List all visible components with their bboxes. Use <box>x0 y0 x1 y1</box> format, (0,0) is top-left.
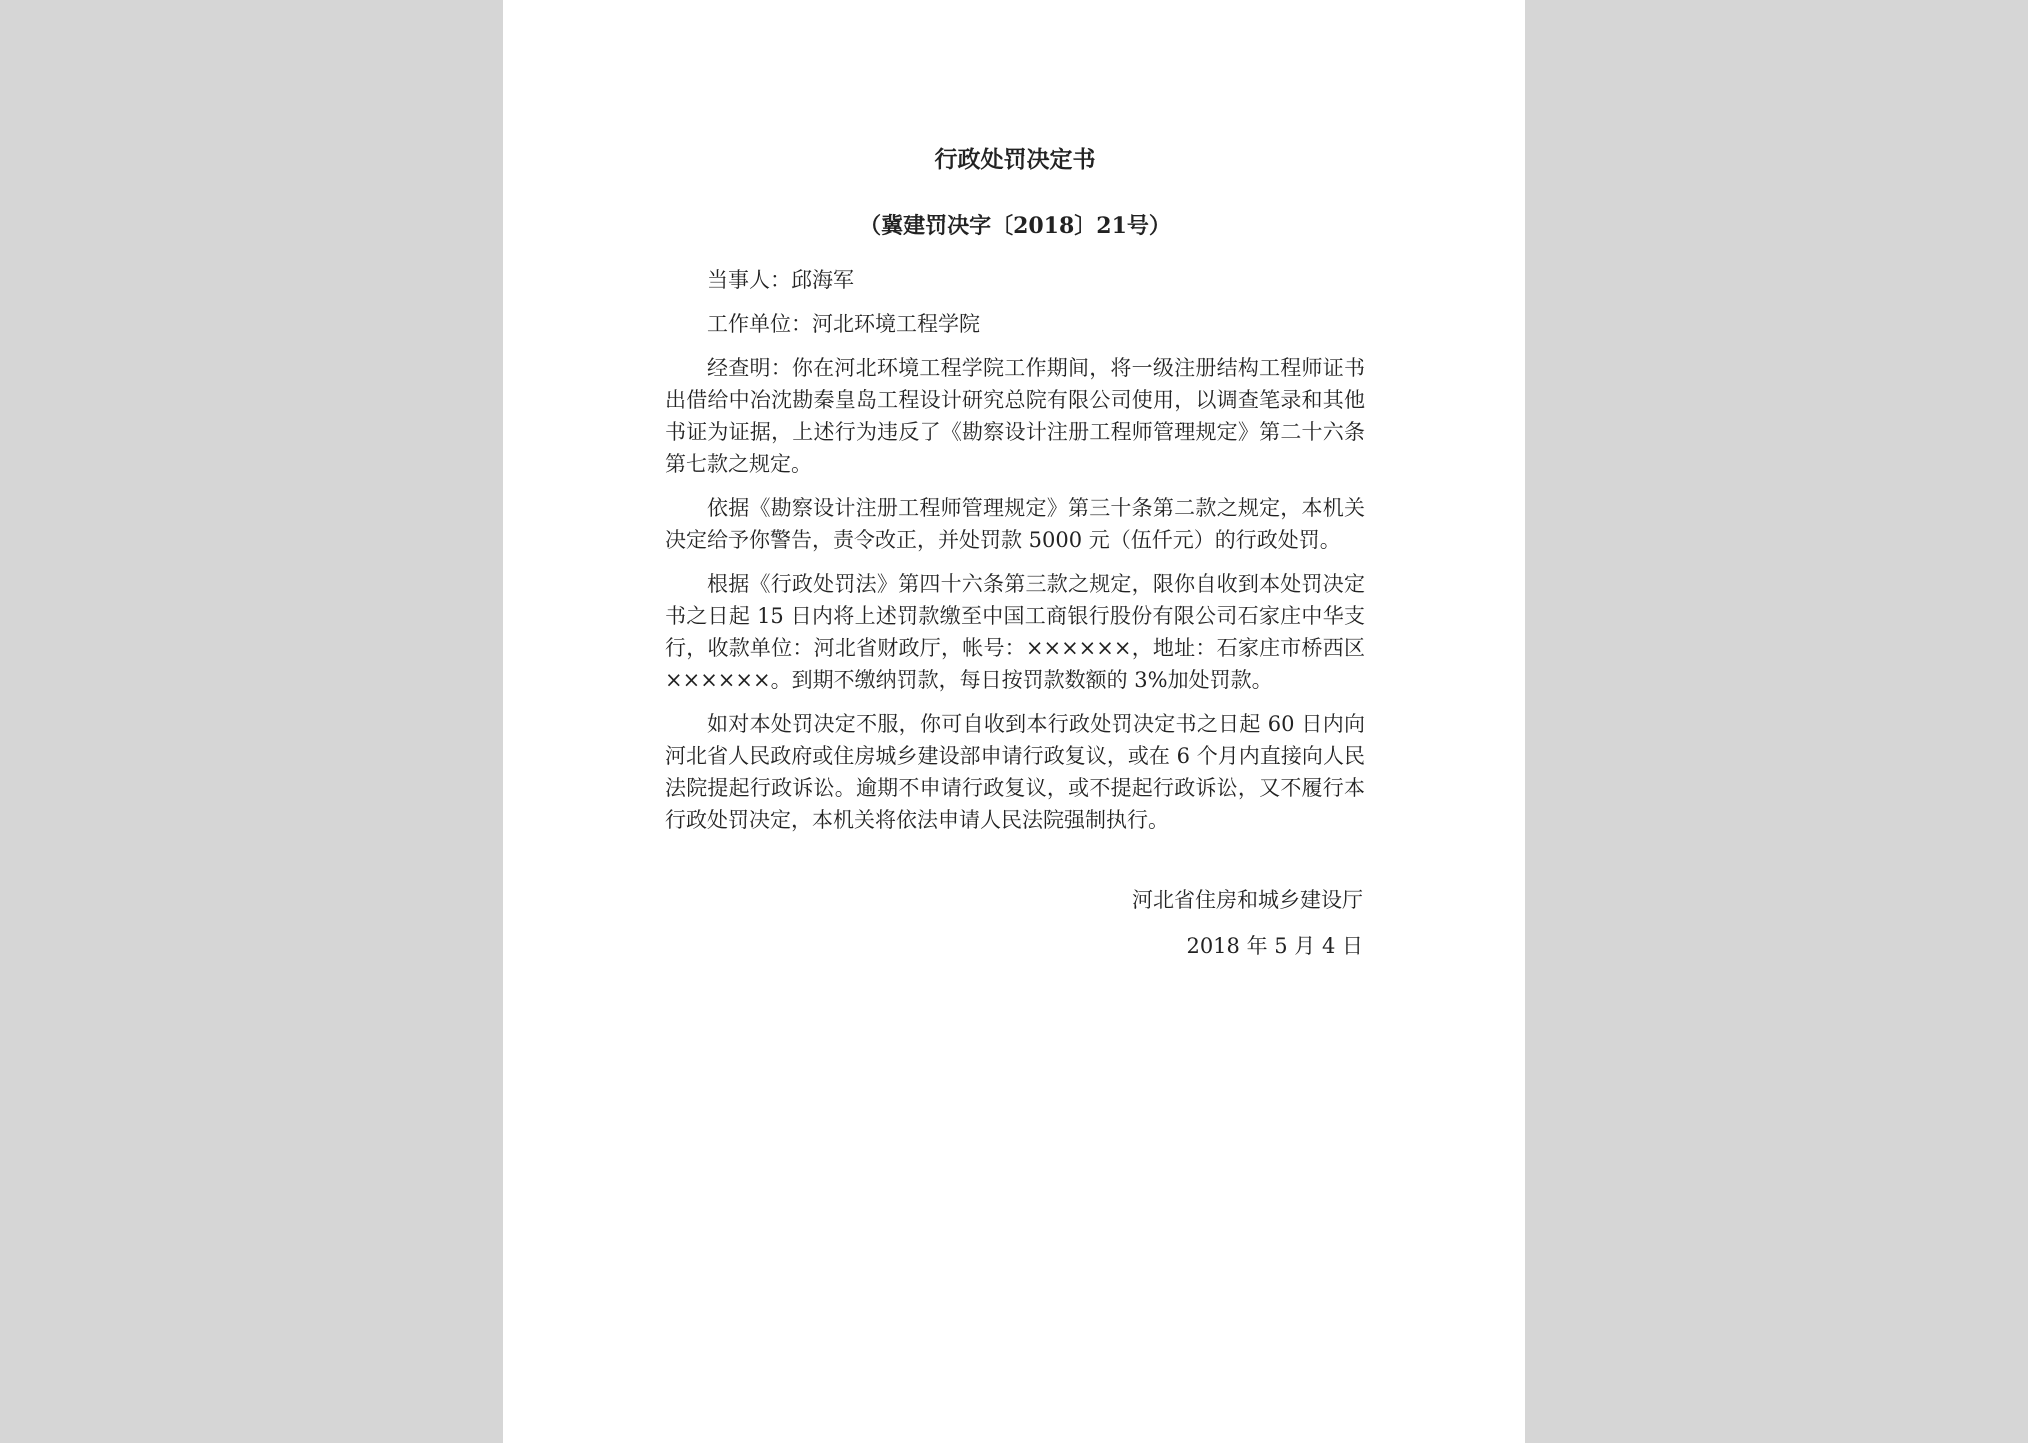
work-unit-line: 工作单位：河北环境工程学院 <box>707 312 980 336</box>
appeal-paragraph: 如对本处罚决定不服，你可自收到本行政处罚决定书之日起 60 日内向河北省人民政府或住房城乡建设部申请行政复议，或在 6 个月内直接向人民法院提起行政诉讼。逾期不申请行政复议，或不提起行政诉讼，又不履行本行政处罚决定，本机关将依法申请人民法院强制执行。 <box>665 712 1365 832</box>
payment-paragraph: 根据《行政处罚法》第四十六条第三款之规定，限你自收到本处罚决定书之日起 15 日内将上述罚款缴至中国工商银行股份有限公司石家庄中华支行，收款单位：河北省财政厅，帐号：××××××，地址：石家庄市桥西区××××××。到期不缴纳罚款，每日按罚款数额的 3%加处罚款。 <box>665 572 1365 692</box>
document-page <box>503 0 1525 1443</box>
findings-paragraph: 经查明：你在河北环境工程学院工作期间，将一级注册结构工程师证书出借给中冶沈勘秦皇岛工程设计研究总院有限公司使用，以调查笔录和其他书证为证据，上述行为违反了《勘察设计注册工程师管理规定》第二十六条第七款之规定。 <box>665 356 1365 476</box>
document-content <box>665 140 1365 976</box>
signature-block <box>665 884 1365 962</box>
document-number: （冀建罚决字〔2018〕21号） <box>859 213 1171 239</box>
document-title: 行政处罚决定书 <box>934 146 1096 173</box>
issuer-name: 河北省住房和城乡建设厅 <box>1132 888 1363 912</box>
party-line: 当事人：邱海军 <box>707 268 854 292</box>
penalty-paragraph: 依据《勘察设计注册工程师管理规定》第三十条第二款之规定，本机关决定给予你警告，责令改正，并处罚款 5000 元（伍仟元）的行政处罚。 <box>665 496 1365 552</box>
issue-date: 2018 年 5 月 4 日 <box>1186 934 1363 958</box>
